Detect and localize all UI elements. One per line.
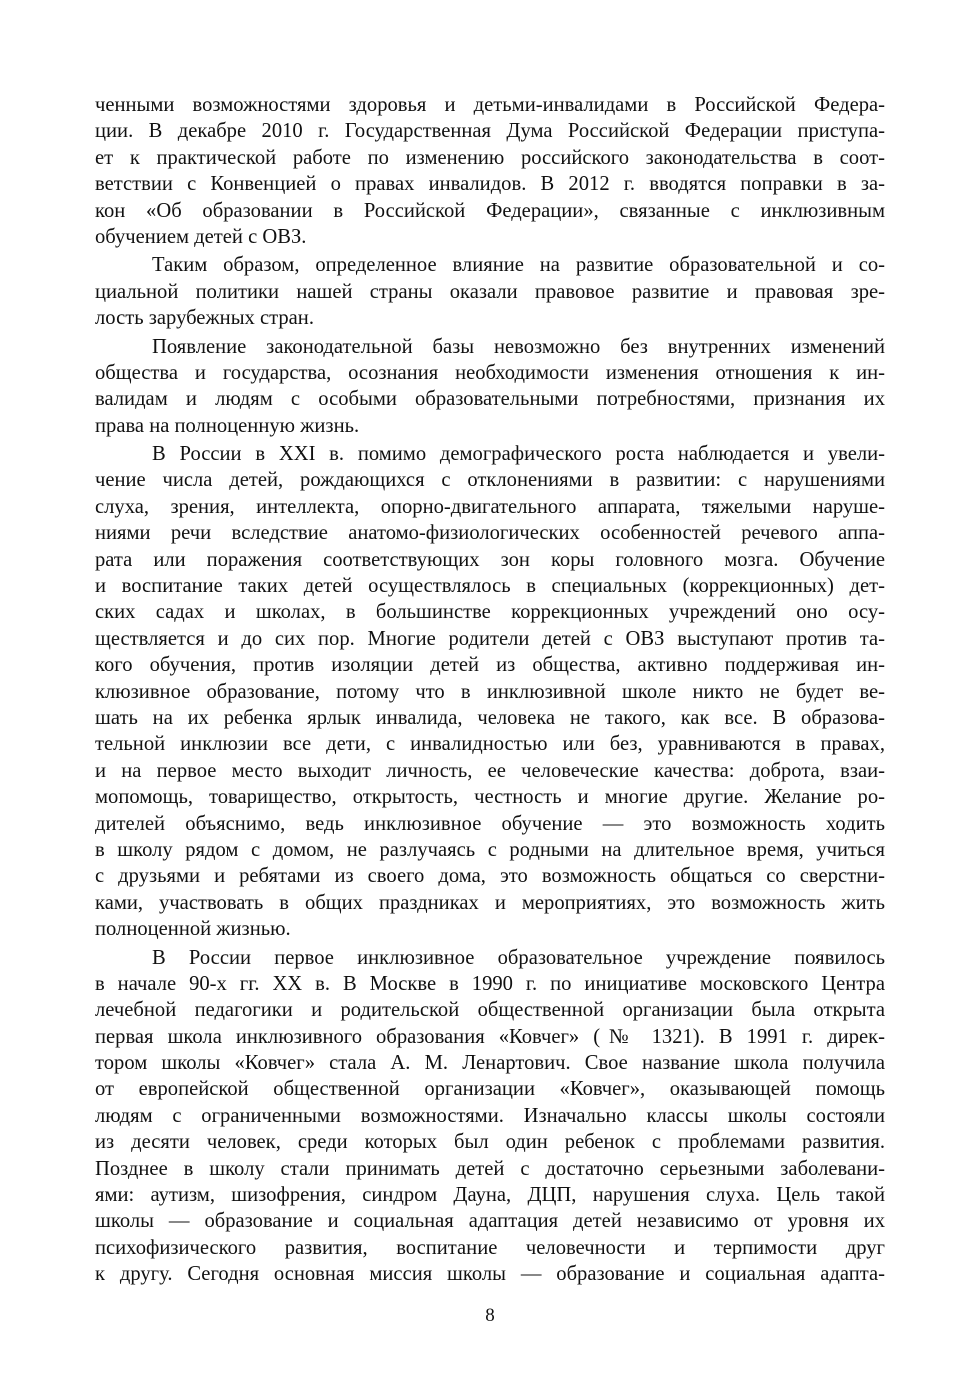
text-line: циальной политики нашей страны оказали правовое развитие и правовая зре-: [95, 280, 885, 303]
text-line: к другу. Сегодня основная миссия школы — образование и социальная адапта-: [95, 1263, 885, 1286]
text-line: тельной инклюзии все дети, с инвалидностью или без, уравниваются в правах,: [95, 733, 885, 756]
text-line: В России первое инклюзивное образовательное учреждение появилось: [152, 946, 885, 969]
text-line: слуха, зрения, интеллекта, опорно-двигательного аппарата, тяжелыми наруше-: [95, 495, 885, 518]
text-line: и на первое место выходит личность, ее человеческие качества: доброта, взаи-: [95, 759, 885, 782]
text-line: чение числа детей, рождающихся с отклонениями в развитии: с нарушениями: [95, 469, 885, 492]
text-line: клюзивное образование, потому что в инклюзивной школе никто не будет ве-: [95, 680, 885, 703]
text-line: первая школа инклюзивного образования «Ковчег» (№ 1321). В 1991 г. дирек-: [95, 1025, 885, 1048]
text-line: Таким образом, определенное влияние на развитие образовательной и со-: [152, 254, 885, 277]
text-line: с друзьями и ребятами из своего дома, это возможность общаться со сверстни-: [95, 865, 885, 888]
text-line: от европейской общественной организации «Ковчег», оказывающей помощь: [95, 1078, 885, 1101]
text-line: обучением детей с ОВЗ.: [95, 225, 307, 248]
text-line: в начале 90-х гг. XX в. В Москве в 1990 г. по инициативе московского Центра: [95, 972, 885, 995]
text-line: права на полноценную жизнь.: [95, 414, 360, 437]
text-line: ветствии с Конвенцией о правах инвалидов. В 2012 г. вводятся поправки в за-: [95, 173, 885, 196]
text-line: В России в XXI в. помимо демографического роста наблюдается и увели-: [152, 443, 885, 466]
text-line: ских садах и школах, в большинстве коррекционных учреждений оно осу-: [95, 601, 885, 624]
text-line: школы — образование и социальная адаптация детей независимо от уровня их: [95, 1210, 885, 1233]
text-line: ками, участвовать в общих праздниках и мероприятиях, это возможность жить: [95, 891, 885, 914]
text-line: тором школы «Ковчег» стала А. М. Ленартович. Свое название школа получила: [95, 1052, 885, 1075]
text-line: из десяти человек, среди которых был один ребенок с проблемами развития.: [95, 1131, 885, 1154]
text-line: людям с ограниченными возможностями. Изначально классы школы состояли: [95, 1104, 885, 1127]
text-line: в школу рядом с домом, не разлучаясь с родными на длительное время, учиться: [95, 838, 885, 861]
text-line: ции. В декабре 2010 г. Государственная Дума Российской Федерации приступа-: [95, 120, 885, 143]
text-line: кого обучения, против изоляции детей из общества, активно поддерживая ин-: [95, 654, 885, 677]
text-line: дителей объяснимо, ведь инклюзивное обучение — это возможность ходить: [95, 812, 885, 835]
text-line: мопомощь, товарищество, открытость, честность и многие другие. Желание ро-: [95, 786, 885, 809]
text-line: шать на их ребенка ярлык инвалида, человека не такого, как все. В образова-: [95, 706, 885, 729]
text-line: полноценной жизнью.: [95, 918, 291, 941]
text-line: ществляется и до сих пор. Многие родители детей с ОВЗ выступают против та-: [95, 627, 885, 650]
document-page: [95, 92, 885, 1288]
paragraph: [95, 334, 885, 440]
paragraph: [95, 92, 885, 250]
text-line: лость зарубежных стран.: [95, 307, 314, 330]
page-number: 8: [485, 1305, 495, 1326]
text-line: кон «Об образовании в Российской Федерации», связанные с инклюзивным: [95, 199, 885, 222]
text-line: Позднее в школу стали принимать детей с достаточно серьезными заболевани-: [95, 1157, 885, 1180]
text-line: ченными возможностями здоровья и детьми-инвалидами в Российской Федера-: [95, 94, 885, 116]
text-line: и воспитание таких детей осуществлялось в специальных (коррекционных) дет-: [95, 575, 885, 598]
text-line: ет к практической работе по изменению российского законодательства в соот-: [95, 146, 885, 169]
text-line: рата или поражения соответствующих зон коры головного мозга. Обучение: [95, 548, 885, 571]
text-line: валидам и людям с особыми образовательными потребностями, признания их: [95, 388, 885, 411]
paragraph: [95, 252, 885, 331]
paragraph: [95, 945, 885, 1288]
text-line: Появление законодательной базы невозможно без внутренних изменений: [152, 335, 885, 358]
text-line: общества и государства, осознания необходимости изменения отношения к ин-: [95, 361, 885, 384]
text-line: ями: аутизм, шизофрения, синдром Дауна, ДЦП, нарушения слуха. Цель такой: [95, 1184, 885, 1207]
text-line: ниями речи вследствие анатомо-физиологических особенностей речевого аппа-: [95, 522, 885, 545]
paragraph: [95, 441, 885, 942]
text-line: лечебной педагогики и родительской общественной организации была открыта: [95, 999, 885, 1022]
text-line: психофизического развития, воспитание человечности и терпимости друг: [95, 1236, 885, 1259]
